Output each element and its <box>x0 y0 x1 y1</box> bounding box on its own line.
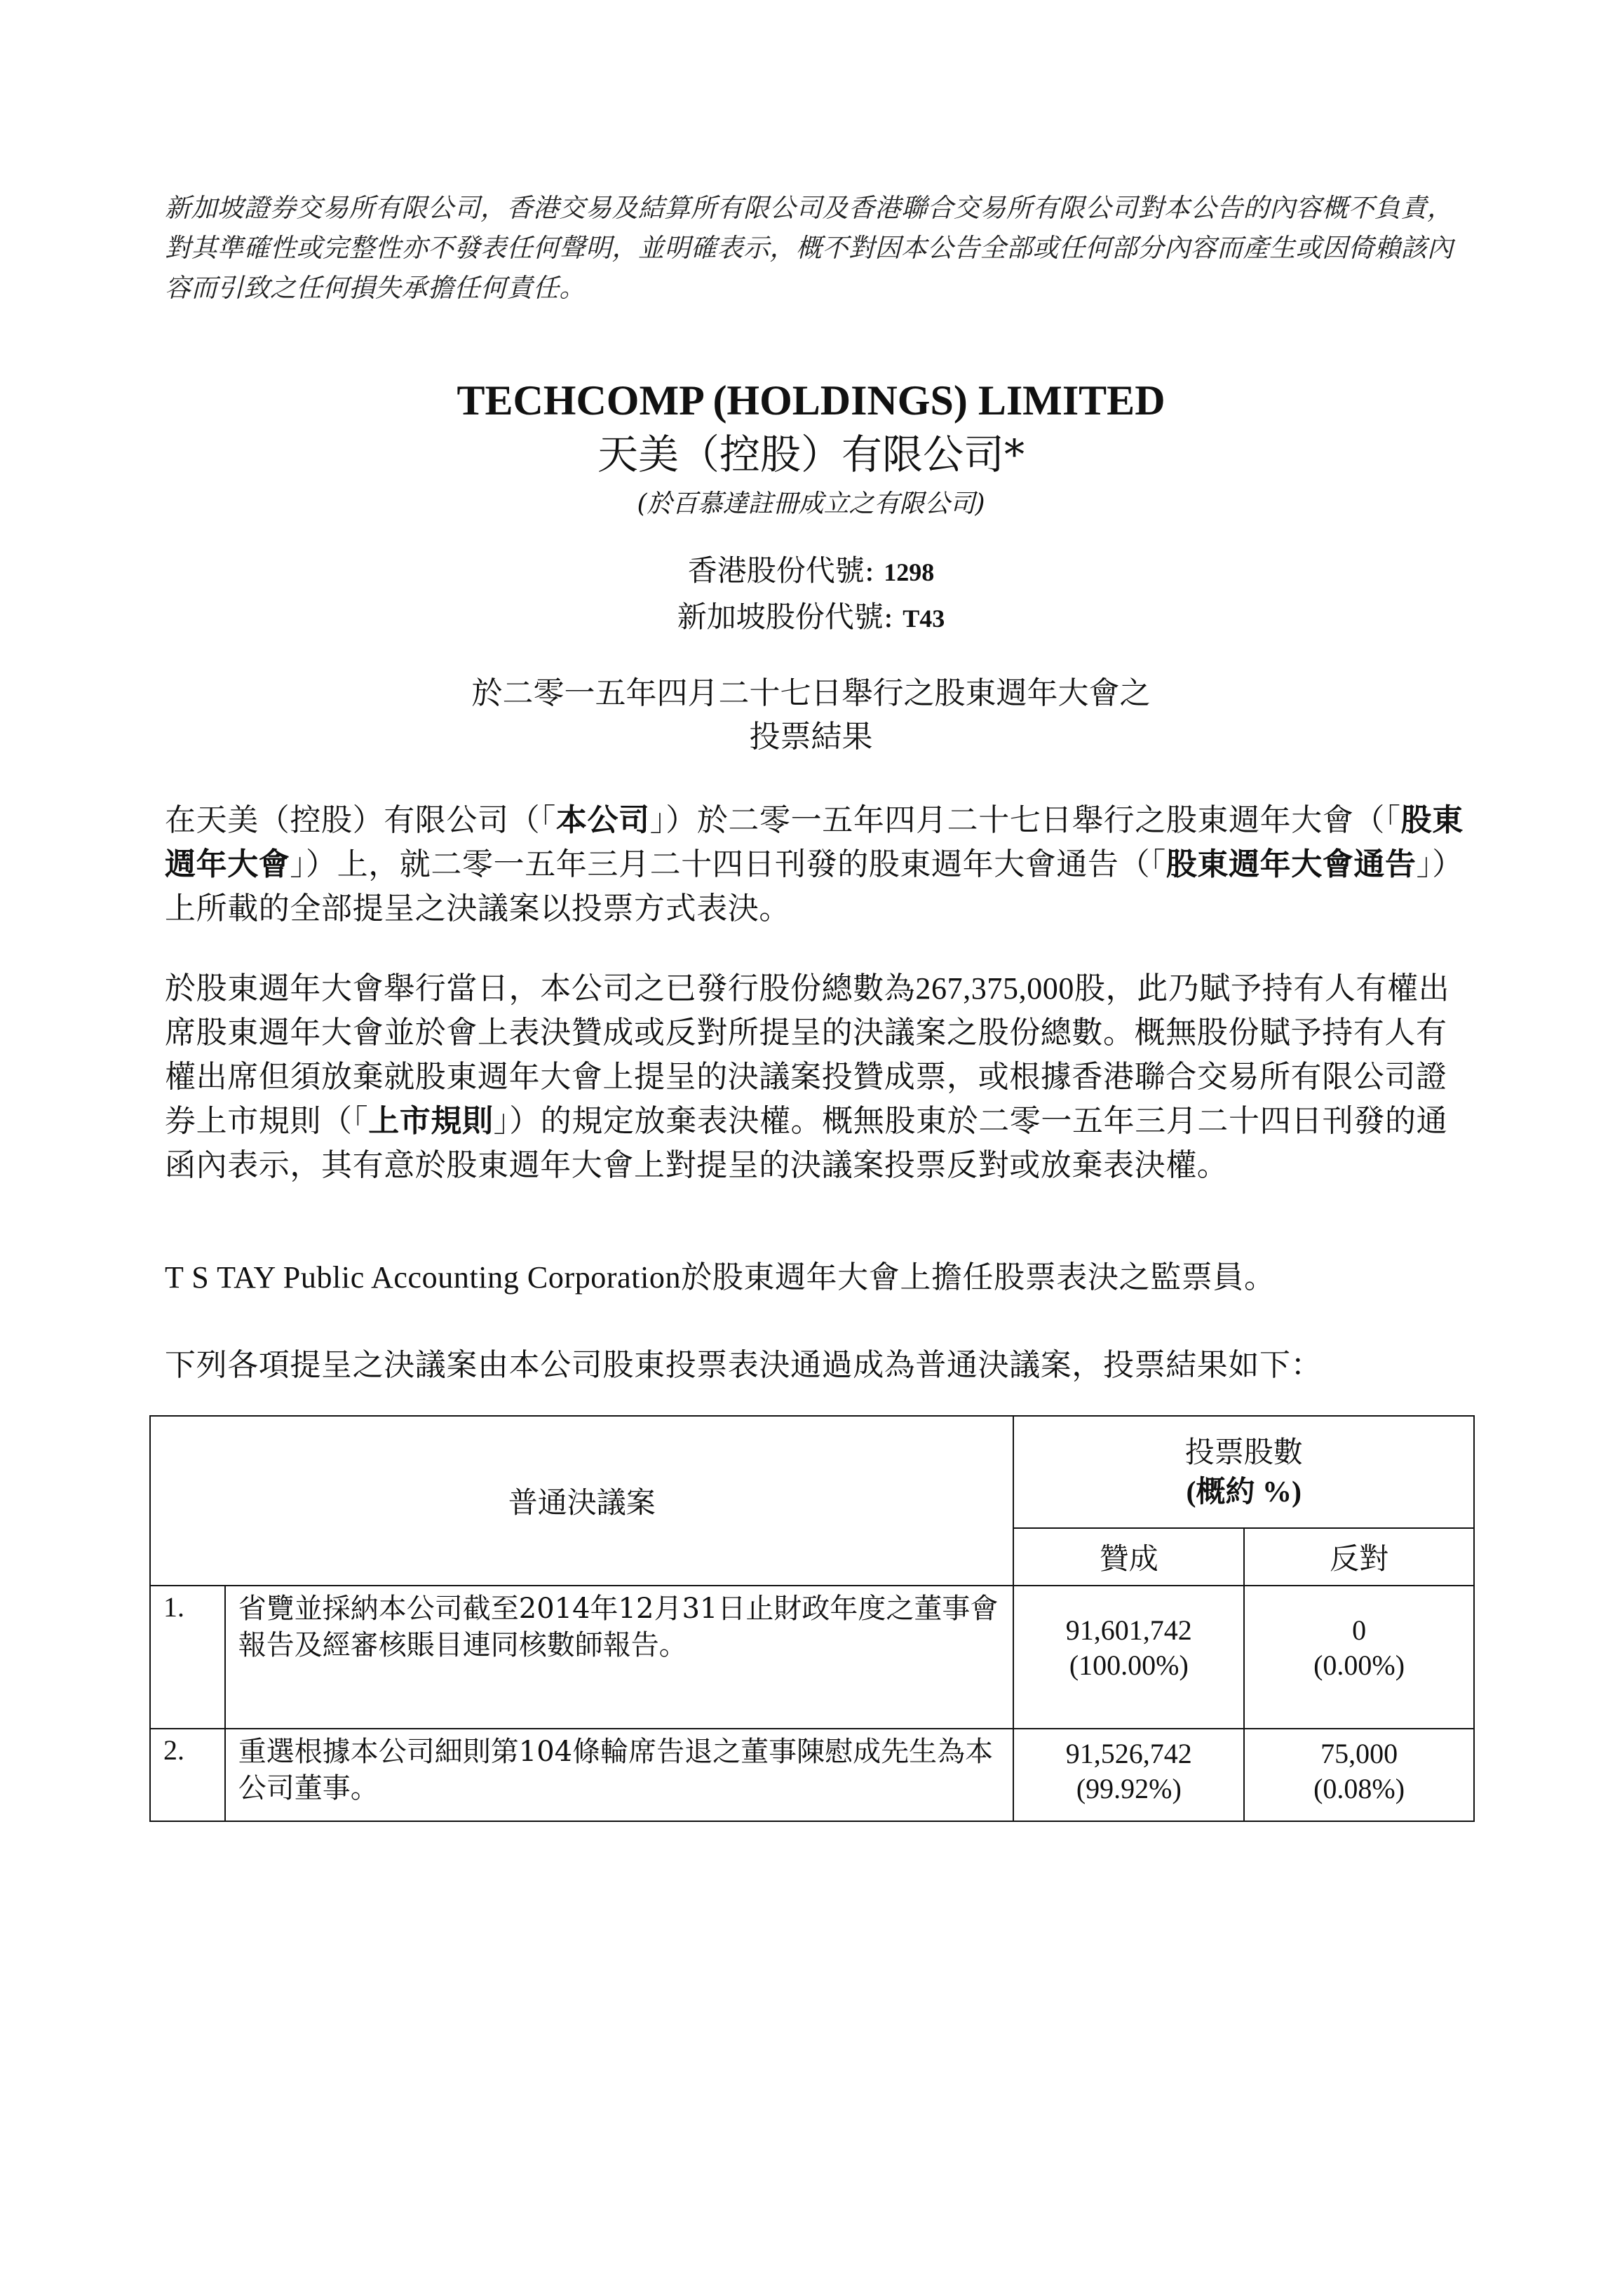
company-name-english: TECHCOMP (HOLDINGS) LIMITED <box>457 377 1165 424</box>
votes-for-count: 91,601,742 <box>1065 1614 1192 1646</box>
votes-against-count: 0 <box>1352 1614 1367 1646</box>
resolution-description: 重選根據本公司細則第104條輪席告退之董事陳慰成先生為本公司董事。 <box>225 1729 1014 1821</box>
p2-text-a: 於股東週年大會舉行當日，本公司之已發行股份總數為 <box>165 971 916 1006</box>
resolution-number: 1. <box>150 1586 225 1729</box>
scrutineer-name: T S TAY Public Accounting Corporation <box>165 1260 682 1295</box>
table-row <box>150 1586 1474 1729</box>
votes-for-count: 91,526,742 <box>1065 1738 1192 1769</box>
sg-stock-code-label: 新加坡股份代號: <box>677 600 903 634</box>
announcement-title-line-2: 投票結果 <box>749 719 873 755</box>
p1-text-c: 」）於二零一五年四月二十七日舉行之股東週年大會（「 <box>649 802 1401 838</box>
header-votes-label: 投票股數 <box>1184 1434 1303 1469</box>
table-header-row <box>150 1416 1474 1528</box>
table-row <box>150 1729 1474 1821</box>
votes-against-count: 75,000 <box>1320 1738 1398 1769</box>
sg-stock-code-value: T43 <box>903 605 945 633</box>
incorporation-note: (於百慕達註冊成立之有限公司) <box>637 489 985 518</box>
sg-stock-code <box>0 598 1622 637</box>
company-name-chinese: 天美（控股）有限公司* <box>597 431 1025 478</box>
paragraph-scrutineer <box>165 1255 1476 1299</box>
p3-text-b: 於股東週年大會上擔任股票表決之監票員。 <box>681 1260 1276 1295</box>
resolution-description: 省覽並採納本公司截至2014年12月31日止財政年度之董事會報告及經審核賬目連同核數師報告。 <box>225 1586 1014 1729</box>
votes-against <box>1244 1586 1474 1729</box>
paragraph-agm-intro <box>165 798 1476 931</box>
poll-results-table <box>149 1415 1475 1822</box>
p1-defined-term-company: 本公司 <box>555 802 650 838</box>
p1-defined-term-agm-notice: 股東週年大會通告 <box>1165 846 1417 882</box>
p1-text-g: 」）上所載的全部提呈之決議案以投票方式表決。 <box>165 846 1464 926</box>
header-for: 贊成 <box>1013 1528 1244 1586</box>
votes-against-pct: (0.08%) <box>1313 1773 1405 1804</box>
p1-text-e: 」）上，就二零一五年三月二十四日刊發的股東週年大會通告（「 <box>290 846 1166 882</box>
votes-against-pct: (0.00%) <box>1313 1649 1405 1681</box>
p2-defined-term-listing-rules: 上市規則 <box>368 1103 494 1139</box>
votes-for-pct: (99.92%) <box>1076 1773 1182 1804</box>
p1-defined-term-agm: 股東週年大會 <box>165 802 1464 882</box>
p2-text-d: 」）的規定放棄表決權。概無股東於二零一五年三月二十四日刊發的通函內表示，其有意於股東週年大會上對提呈的決議案投票反對或放棄表決權。 <box>165 1103 1448 1183</box>
paragraph-results-intro: 下列各項提呈之決議案由本公司股東投票表決通過成為普通決議案，投票結果如下： <box>165 1347 1323 1383</box>
p2-text-b: 股，此乃賦予持有人有權出席股東週年大會並於會上表決贊成或反對所提呈的決議案之股份總數。概無股份賦予持有人有權出席但須放棄就股東週年大會上提呈的決議案投贊成票，或根據香港聯合交易所有限公司證券上市規則（「 <box>165 971 1450 1139</box>
votes-for-pct: (100.00%) <box>1069 1649 1189 1681</box>
hk-stock-code <box>0 552 1622 591</box>
votes-for <box>1013 1586 1244 1729</box>
header-against: 反對 <box>1244 1528 1474 1586</box>
header-number-of-votes <box>1013 1416 1474 1528</box>
hk-stock-code-value: 1298 <box>884 558 935 586</box>
hk-stock-code-label: 香港股份代號: <box>687 553 884 588</box>
p2-share-count: 267,375,000 <box>915 971 1075 1006</box>
disclaimer-text: 新加坡證券交易所有限公司，香港交易及結算所有限公司及香港聯合交易所有限公司對本公告的內容概不負責，對其準確性或完整性亦不發表任何聲明，並明確表示，概不對因本公告全部或任何部分內容而產生或因倚賴該內容而引致之任何損失承擔任何責任。 <box>165 193 1454 303</box>
resolution-number: 2. <box>150 1729 225 1821</box>
votes-against <box>1244 1729 1474 1821</box>
header-approx-pct: (概約 %) <box>1186 1475 1302 1508</box>
votes-for <box>1013 1729 1244 1821</box>
header-ordinary-resolutions: 普通決議案 <box>150 1416 1013 1586</box>
p1-text-a: 在天美（控股）有限公司（「 <box>165 802 556 838</box>
paragraph-issued-shares <box>165 966 1476 1187</box>
announcement-title-line-1: 於二零一五年四月二十七日舉行之股東週年大會之 <box>471 675 1151 711</box>
